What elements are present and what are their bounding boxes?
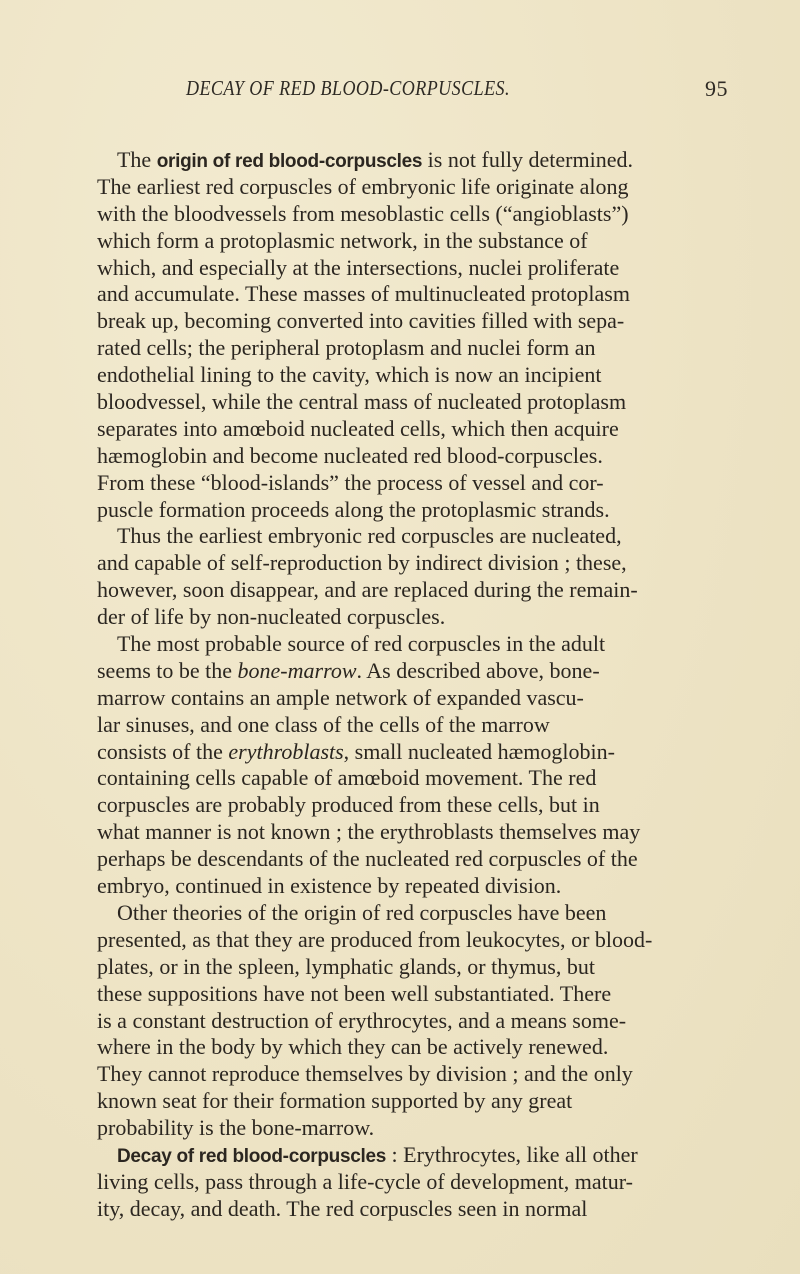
text-segment: bloodvessel, while the central mass of nucleated protoplasm	[97, 389, 627, 415]
text-segment: , small nucleated hæmoglobin-	[343, 738, 615, 764]
text-line	[97, 497, 728, 524]
text-line	[97, 228, 728, 255]
text-line	[97, 147, 728, 174]
text-segment: puscle formation proceeds along the protoplasmic strands.	[97, 496, 610, 522]
text-line	[97, 1115, 728, 1142]
text-segment: perhaps be descendants of the nucleated red corpuscles of the	[97, 846, 638, 872]
text-line	[97, 416, 728, 443]
text-segment: is a constant destruction of erythrocytes, and a means some-	[97, 1007, 627, 1033]
text-segment: corpuscles are probably produced from these cells, but in	[97, 792, 600, 818]
text-line	[97, 443, 728, 470]
text-segment: is not fully determined.	[427, 147, 634, 172]
text-line	[97, 201, 728, 228]
text-line	[97, 712, 728, 739]
text-segment: embryo, continued in existence by repeated division.	[97, 873, 562, 899]
text-line	[97, 792, 728, 819]
text-line	[97, 927, 728, 954]
text-line	[97, 900, 728, 927]
text-segment: break up, becoming converted into cavities filled with sepa-	[97, 308, 625, 334]
text-line	[97, 631, 728, 658]
text-line	[97, 604, 728, 631]
text-segment: probability is the bone-marrow.	[97, 1115, 375, 1141]
page-number: 95	[705, 76, 728, 101]
text-segment: marrow contains an ample network of expanded vascu-	[97, 684, 584, 710]
text-segment: The most probable source of red corpuscles in the adult	[116, 631, 606, 657]
text-segment: where in the body by which they can be actively renewed.	[97, 1034, 609, 1060]
text-line	[97, 846, 728, 873]
text-line	[97, 981, 728, 1008]
text-segment: seems to be the	[97, 657, 233, 683]
text-line	[97, 739, 728, 766]
paragraph	[97, 523, 728, 631]
text-segment: what manner is not known ; the erythroblasts themselves may	[97, 819, 641, 845]
bold-heading-text: Decay of red blood-corpuscles	[116, 1145, 387, 1167]
text-line	[97, 658, 728, 685]
text-segment: ity, decay, and death. The red corpuscles seen in normal	[97, 1195, 588, 1221]
text-segment: which, and especially at the intersections, nuclei proliferate	[97, 254, 620, 280]
text-line	[97, 873, 728, 900]
text-line	[97, 1008, 728, 1035]
text-line	[97, 1142, 728, 1169]
text-segment: these suppositions have not been well substantiated. There	[97, 980, 612, 1006]
text-line	[97, 685, 728, 712]
text-line	[97, 174, 728, 201]
text-line	[97, 362, 728, 389]
paragraph	[97, 631, 728, 900]
text-segment: and capable of self-reproduction by indirect division ; these,	[97, 550, 627, 576]
text-segment: . As described above, bone-	[356, 657, 600, 683]
text-segment: endothelial lining to the cavity, which is now an incipient	[97, 362, 602, 388]
text-line	[97, 470, 728, 497]
text-segment: lar sinuses, and one class of the cells of the marrow	[97, 711, 550, 737]
text-segment: however, soon disappear, and are replaced during the remain-	[97, 577, 638, 603]
text-segment: The	[116, 147, 152, 172]
text-segment: From these “blood-islands” the process of vessel and cor-	[97, 469, 604, 495]
text-line	[97, 281, 728, 308]
text-line	[97, 1196, 728, 1223]
bold-heading-text: origin of red blood-corpuscles	[156, 151, 423, 172]
running-head: DECAY OF RED BLOOD-CORPUSCLES.	[186, 76, 510, 100]
text-segment: rated cells; the peripheral protoplasm and nuclei form an	[97, 335, 596, 361]
text-line	[97, 765, 728, 792]
text-line	[97, 308, 728, 335]
paragraph	[97, 1142, 728, 1223]
paragraph	[97, 900, 728, 1142]
text-line	[97, 523, 728, 550]
page-header	[186, 76, 728, 106]
paragraph	[97, 147, 728, 523]
text-line	[97, 335, 728, 362]
text-segment: They cannot reproduce themselves by division ; and the only	[97, 1061, 633, 1087]
text-segment: der of life by non-nucleated corpuscles.	[97, 604, 446, 630]
text-segment: consists of the	[97, 738, 223, 764]
text-segment: : Erythrocytes, like all other	[391, 1141, 638, 1167]
text-segment: plates, or in the spleen, lymphatic glands, or thymus, but	[97, 953, 595, 979]
text-segment: which form a protoplasmic network, in the substance of	[97, 227, 588, 253]
body-text	[97, 147, 728, 1223]
text-line	[97, 1061, 728, 1088]
text-line	[97, 819, 728, 846]
text-segment: presented, as that they are produced from leukocytes, or blood-	[97, 926, 653, 952]
text-line	[97, 255, 728, 282]
text-segment: separates into amœboid nucleated cells, which then acquire	[97, 415, 619, 441]
text-line	[97, 954, 728, 981]
text-segment: The earliest red corpuscles of embryonic life originate along	[97, 173, 629, 199]
text-segment: Other theories of the origin of red corpuscles have been	[116, 899, 607, 925]
italic-term: erythroblasts	[228, 738, 344, 764]
text-segment: known seat for their formation supported by any great	[97, 1088, 573, 1114]
text-line	[97, 1034, 728, 1061]
text-segment: hæmoglobin and become nucleated red blood-corpuscles.	[97, 442, 603, 468]
italic-term: bone-marrow	[237, 657, 357, 683]
text-segment: containing cells capable of amœboid movement. The red	[97, 765, 597, 791]
text-segment: living cells, pass through a life-cycle of development, matur-	[97, 1168, 634, 1194]
text-line	[97, 389, 728, 416]
text-segment: Thus the earliest embryonic red corpuscles are nucleated,	[116, 523, 622, 549]
text-line	[97, 1088, 728, 1115]
text-segment: and accumulate. These masses of multinucleated protoplasm	[97, 281, 630, 307]
text-line	[97, 550, 728, 577]
text-segment: with the bloodvessels from mesoblastic cells (“angioblasts”)	[97, 200, 629, 226]
text-line	[97, 577, 728, 604]
text-line	[97, 1169, 728, 1196]
